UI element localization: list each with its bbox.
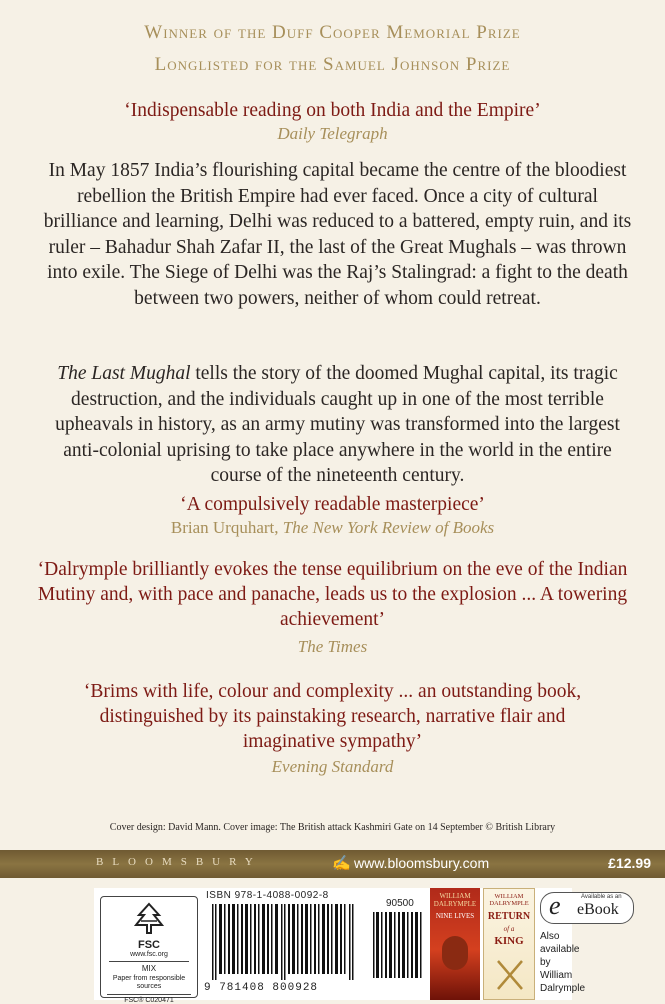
fsc-site: www.fsc.org <box>130 951 168 958</box>
also-line-3: by <box>540 957 551 968</box>
publisher-band <box>0 850 665 878</box>
quote-times: ‘Dalrymple brilliantly evokes the tense equilibrium on the eve of the Indian Mutiny and, with pace and panache, leads us to the explosion ... A towering achievement’ <box>37 559 628 630</box>
fsc-code: FSC® C020471 <box>107 994 191 1004</box>
also-available-text <box>540 930 585 995</box>
prize-winner-line: Winner of the Duff Cooper Memorial Prize <box>144 22 521 43</box>
isbn-text: ISBN 978-1-4088-0092-8 <box>206 890 329 901</box>
cover1-illustration <box>442 936 468 970</box>
book-cover-return-of-a-king <box>483 888 535 1000</box>
barcode-addon-digits: 90500 <box>386 898 414 909</box>
cover2-title-1: RETURN <box>487 911 531 922</box>
cover1-title: NINE LIVES <box>435 912 475 920</box>
barcode-addon <box>372 912 424 978</box>
book-title-italic: The Last Mughal <box>57 363 191 384</box>
ebook-available-text: Available as an <box>581 894 622 900</box>
barcode-digits: 9 781408 800928 <box>204 982 319 994</box>
blurb-paragraph-1: In May 1857 India’s flourishing capital became the centre of the bloodiest rebellion the British Empire had ever faced. Once a city of cultural brilliance and learning, Delhi was reduced to a battered, empty ruin, and its ruler – Bahadur Shah Zafar II, the last of the Great Mughals – was thrown into exile. The Siege of Delhi was the Raj’s Stalingrad: a fight to the death between two powers, neither of whom could retreat. <box>43 160 632 309</box>
price: £12.99 <box>608 855 651 871</box>
also-line-1: Also <box>540 931 560 942</box>
cover2-title-3: KING <box>494 935 524 947</box>
also-line-5: Dalrymple <box>540 983 586 994</box>
quote-telegraph-source: Daily Telegraph <box>277 124 388 143</box>
ebook-e-icon: e <box>549 891 561 920</box>
fsc-logo <box>100 896 198 1004</box>
blurb-paragraph-2-text: tells the story of the doomed Mughal capital, its tragic destruction, and the individuals caught up in one of the most terrible upheavals in history, as an army mutiny was transformed into the largest anti-colonial uprising to take place anywhere in the world in the entire course of the nineteenth century. <box>55 363 620 487</box>
quote-evening-standard: ‘Brims with life, colour and complexity ... an outstanding book, distinguished by its painstaking research, narrative flair and imaginative sympathy’ <box>83 681 582 752</box>
ebook-label: eBook <box>577 901 619 918</box>
crossed-swords-icon <box>494 957 526 993</box>
quote-urquhart-publication: The New York Review of Books <box>282 518 495 537</box>
fsc-tree-icon <box>129 901 169 937</box>
quote-urquhart: ‘A compulsively readable masterpiece’ <box>180 494 485 515</box>
quote-evening-standard-source: Evening Standard <box>271 757 394 776</box>
ebook-badge <box>540 892 634 924</box>
cover2-author: WILLIAM DALRYMPLE <box>489 893 529 907</box>
blurb-paragraph-2 <box>40 361 635 489</box>
book-cover-nine-lives <box>430 888 480 1000</box>
publisher-website: www.bloomsbury.com <box>354 855 490 871</box>
fsc-label: FSC <box>138 939 160 951</box>
quote-telegraph: ‘Indispensable reading on both India and the Empire’ <box>124 100 541 121</box>
prize-longlist-line: Longlisted for the Samuel Johnson Prize <box>154 54 511 75</box>
publisher-name: BLOOMSBURY <box>96 856 262 868</box>
fsc-mix: MIX <box>109 961 189 973</box>
cover2-title-2: of a <box>503 925 515 933</box>
quote-urquhart-source <box>0 518 665 538</box>
also-line-2: available <box>540 944 580 955</box>
also-line-4: William <box>540 970 573 981</box>
quote-urquhart-author: Brian Urquhart, <box>170 518 283 537</box>
cover1-author: WILLIAM DALRYMPLE <box>433 892 477 908</box>
publisher-logo-icon: ✍ <box>332 854 351 872</box>
barcode <box>210 904 358 980</box>
cover-credit: Cover design: David Mann. Cover image: The British attack Kashmiri Gate on 14 September © British Library <box>109 822 556 833</box>
quote-times-source: The Times <box>297 637 368 656</box>
fsc-paper: Paper from responsible sources <box>112 975 186 990</box>
